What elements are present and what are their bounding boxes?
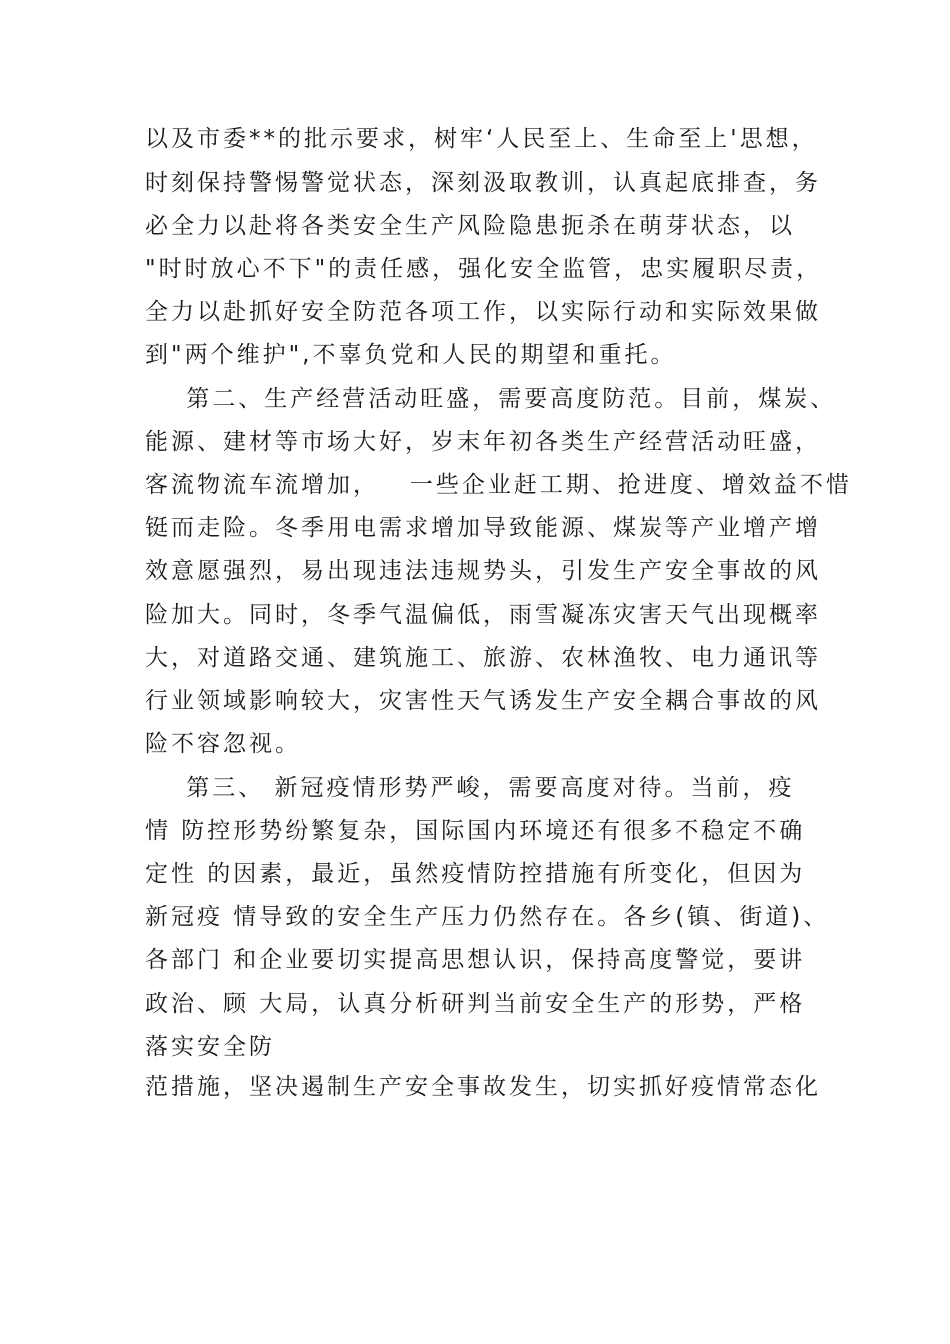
paragraph-3-heading-line: 第三、 新冠疫情形势严峻，需要高度对待。当前，疫 <box>145 775 795 801</box>
text-line: 情 防控形势纷繁复杂，国际国内环境还有很多不稳定不确 <box>145 818 806 844</box>
text-line: 定性 的因素，最近，虽然疫情防控措施有所变化，但因为 <box>145 861 806 887</box>
text-line: 行业领域影响较大，灾害性天气诱发生产安全耦合事故的风 <box>145 688 821 714</box>
text-line: 险加大。同时，冬季气温偏低，雨雪凝冻灾害天气出现概率 <box>145 602 821 628</box>
text-line: 客流物流车流增加， 一些企业赶工期、抢进度、增效益不惜 <box>145 472 852 498</box>
text-line: 到"两个维护",不辜负党和人民的期望和重托。 <box>145 342 677 368</box>
text-line: 新冠疫 情导致的安全生产压力仍然存在。各乡(镇、街道)、 <box>145 904 830 930</box>
paragraph-2-heading-line: 第二、生产经营活动旺盛，需要高度防范。目前，煤炭、 <box>145 386 837 412</box>
text-line: 落实安全防 <box>145 1034 275 1060</box>
text-line: 险不容忽视。 <box>145 731 301 757</box>
text-line: 全力以赴抓好安全防范各项工作，以实际行动和实际效果做 <box>145 299 821 325</box>
text-line: 时刻保持警惕警觉状态，深刻汲取教训，认真起底排查，务 <box>145 170 821 196</box>
text-line: 必全力以赴将各类安全生产风险隐患扼杀在萌芽状态，以 <box>145 213 795 239</box>
text-line: 以及市委**的批示要求，树牢‘人民至上、生命至上'思想， <box>145 126 818 152</box>
text-line: 铤而走险。冬季用电需求增加导致能源、煤炭等产业增产增 <box>145 515 821 541</box>
text-line: 大，对道路交通、建筑施工、旅游、农林渔牧、电力通讯等 <box>145 645 821 671</box>
text-line: 各部门 和企业要切实提高思想认识，保持高度警觉，要讲 <box>145 947 806 973</box>
text-line: 能源、建材等市场大好，岁末年初各类生产经营活动旺盛， <box>145 429 821 455</box>
text-line: 范措施，坚决遏制生产安全事故发生，切实抓好疫情常态化 <box>145 1074 821 1100</box>
text-line: 政治、顾 大局，认真分析研判当前安全生产的形势，严格 <box>145 991 806 1017</box>
text-line: "时时放心不下"的责任感，强化安全监管，忠实履职尽责， <box>145 256 823 282</box>
text-line: 效意愿强烈，易出现违法违规势头，引发生产安全事故的风 <box>145 558 821 584</box>
